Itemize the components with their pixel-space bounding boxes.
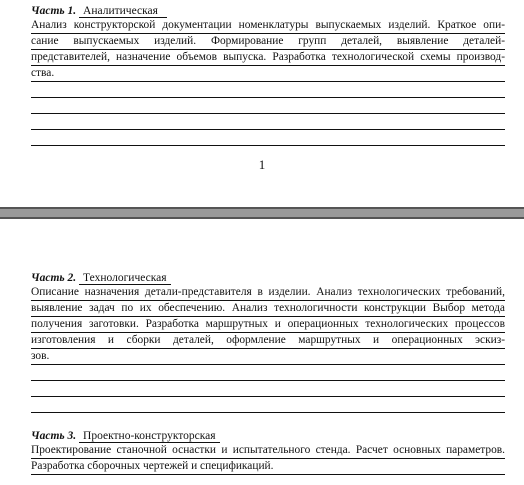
blank-line [31,98,505,114]
page-number: 1 [258,157,266,172]
part-3-number: Часть 3. [31,430,77,442]
part-3-line-1: Проектирование станочной оснастки и испытательного стенда. Расчет основных параметров. [31,443,505,459]
part-2-heading [31,271,505,285]
part-2-section [31,271,505,413]
blank-line [31,114,505,130]
part-2-number: Часть 2. [31,272,77,284]
part-2-line-5: зов. [31,349,505,365]
blank-line [31,365,505,381]
part-1-heading [31,4,505,18]
blank-line [31,397,505,413]
part-2-line-1: Описание назначения детали-представителя в изделии. Анализ технологических требований, [31,285,505,301]
blank-line [31,82,505,98]
part-2-line-4: изготовления и сборки деталей, оформление маршрутных и операционных эскиз- [31,333,505,349]
blank-line [31,381,505,397]
part-3-section [31,429,505,475]
part-1-section [31,4,505,146]
blank-line [31,130,505,146]
part-1-line-1: Анализ конструкторской документации номенклатуры выпускаемых изделий. Краткое опи- [31,18,505,34]
part-1-line-2: сание выпускаемых изделий. Формирование групп деталей, выявление деталей- [31,34,505,50]
part-1-title: Аналитическая [79,5,167,18]
page-2 [0,219,524,485]
page-1 [0,0,524,207]
part-1-line-4: ства. [31,66,505,82]
part-2-line-2: выявление задач по их обеспечению. Анализ технологичности конструкции Выбор метода [31,301,505,317]
part-2-line-3: получения заготовки. Разработка маршрутных и операционных технологических процессов [31,317,505,333]
part-2-title: Технологическая [79,272,171,285]
part-3-title: Проектно-конструкторская [79,430,220,443]
part-1-line-3: представителей, назначение объемов выпуска. Разработка технологической схемы производ- [31,50,505,66]
part-3-line-2: Разработка сборочных чертежей и спецификаций. [31,459,505,475]
page-separator-edge [0,207,524,209]
part-3-heading [31,429,505,443]
part-1-number: Часть 1. [31,5,77,17]
